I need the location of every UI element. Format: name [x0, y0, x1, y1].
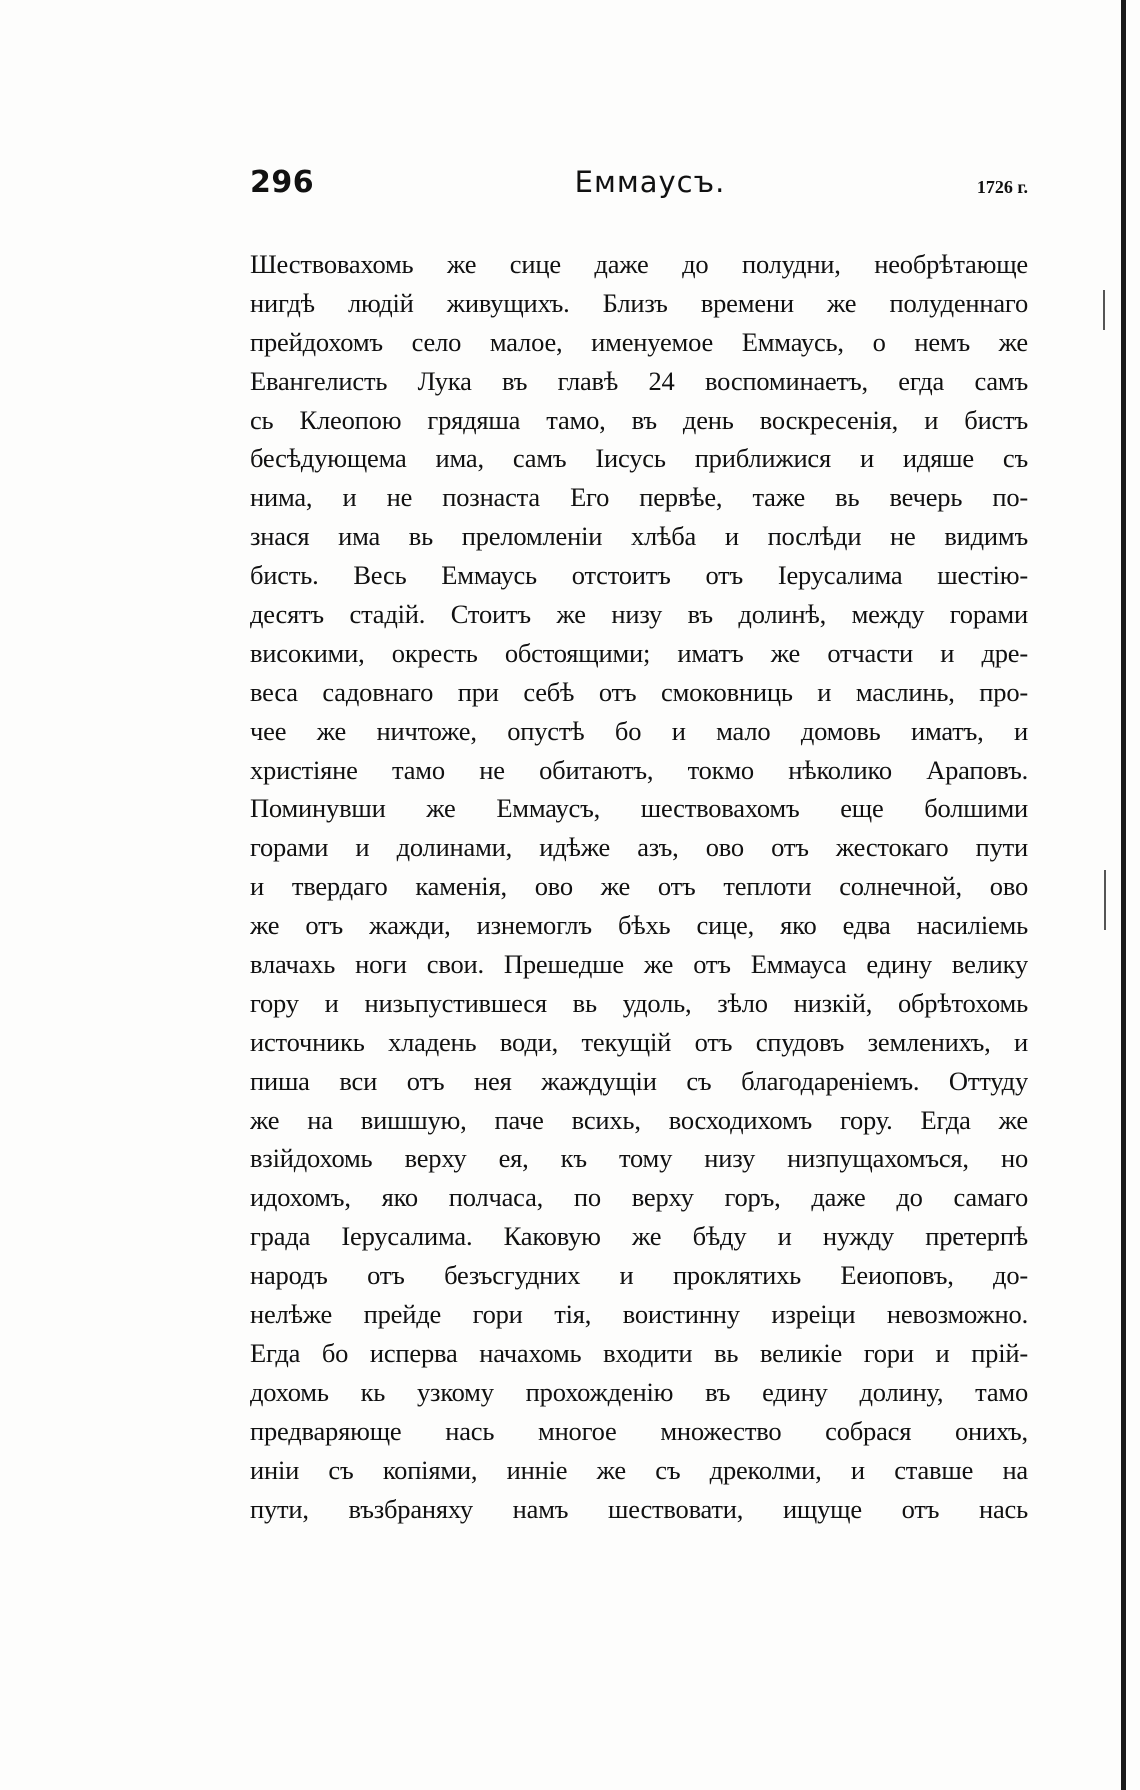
text-line: идохомъ, яко полчаса, по верху горъ, даже до самаго — [250, 1182, 1028, 1213]
text-line: бесѣдующема има, самъ Іисусь приближися и идяше съ — [250, 443, 1028, 474]
page-edge-shadow — [1121, 0, 1126, 1790]
text-line: влачахь ноги свои. Прешедше же отъ Еммауса едину велику — [250, 949, 1028, 980]
text-line: гору и низьпустившеся вь удоль, зѣло низкій, обрѣтохомь — [250, 987, 1028, 1018]
scan-mark — [1103, 290, 1105, 330]
text-line: нигдѣ людій живущихъ. Близъ времени же полуденнаго — [250, 287, 1028, 318]
scan-mark — [1104, 870, 1106, 930]
text-line: Егда бо исперва начахомь входити вь великіе гори и прій- — [250, 1337, 1028, 1368]
text-line: града Іерусалима. Каковую же бѣду и нужду претерпѣ — [250, 1221, 1028, 1252]
text-line: нима, и не познаста Его первѣе, таже вь вечерь по- — [250, 482, 1028, 513]
text-line: источникь хладень води, текущій отъ спудовъ земленихъ, и — [250, 1026, 1028, 1057]
text-line: и твердаго каменія, ово же отъ теплоти солнечной, ово — [250, 871, 1028, 902]
text-line: сь Клеопою грядяша тамо, въ день воскресенія, и бистъ — [250, 404, 1028, 435]
text-line: же на вишшую, паче всихь, восходихомъ гору. Егда же — [250, 1104, 1028, 1135]
text-line: веса садовнаго при себѣ отъ смоковниць и маслинь, про- — [250, 676, 1028, 707]
body-text — [250, 245, 1028, 1528]
text-line: нелѣже прейде гори тія, воистинну изреіци невозможно. — [250, 1299, 1028, 1330]
text-line: предваряюще нась многое множество собрася онихъ, — [250, 1415, 1028, 1446]
text-line: взійдохомь верху ея, къ тому низу низпущахомъся, но — [250, 1143, 1028, 1174]
text-line: народъ отъ безъсгудних и проклятихь Ееиоповъ, до- — [250, 1260, 1028, 1291]
text-line: Шествовахомь же сице даже до полудни, необрѣтающе — [250, 249, 1028, 279]
text-line: високими, окресть обстоящими; иматъ же отчасти и дре- — [250, 637, 1028, 668]
text-line: Евангелисть Лука въ главѣ 24 воспоминаетъ, егда самъ — [250, 365, 1028, 396]
year-label: 1726 г. — [976, 177, 1028, 197]
page-header — [250, 165, 1028, 213]
text-line: христіяне тамо не обитаютъ, токмо нѣколико Араповъ. — [250, 754, 1028, 785]
text-line: пути, възбраняху намъ шествовати, ищуще отъ нась — [250, 1493, 1028, 1524]
text-line: же отъ жажди, изнемоглъ бѣхь сице, яко едва насиліемь — [250, 910, 1028, 941]
text-line: прейдохомъ село малое, именуемое Еммаусь, о немъ же — [250, 326, 1028, 357]
text-line: дохомь кь узкому прохожденію въ едину долину, тамо — [250, 1376, 1028, 1407]
page-number: 296 — [250, 165, 315, 200]
text-line: чее же ничтоже, опустѣ бо и мало домовь иматъ, и — [250, 715, 1028, 746]
text-line: бисть. Весь Еммаусь отстоитъ отъ Іерусалима шестію- — [250, 560, 1028, 591]
text-line: пиша вси отъ нея жаждущіи съ благодареніемъ. Оттуду — [250, 1065, 1028, 1096]
text-line: знася има вь преломленіи хлѣба и послѣди не видимъ — [250, 521, 1028, 552]
running-title: Еммаусъ. — [574, 165, 726, 199]
text-line: десятъ стадій. Стоитъ же низу въ долинѣ, между горами — [250, 599, 1028, 630]
text-line: горами и долинами, идѣже азъ, ово отъ жестокаго пути — [250, 832, 1028, 863]
text-line: иніи съ копіями, инніе же съ дреколми, и ставше на — [250, 1454, 1028, 1485]
text-line: Поминувши же Еммаусъ, шествовахомъ еще болшими — [250, 793, 1028, 824]
